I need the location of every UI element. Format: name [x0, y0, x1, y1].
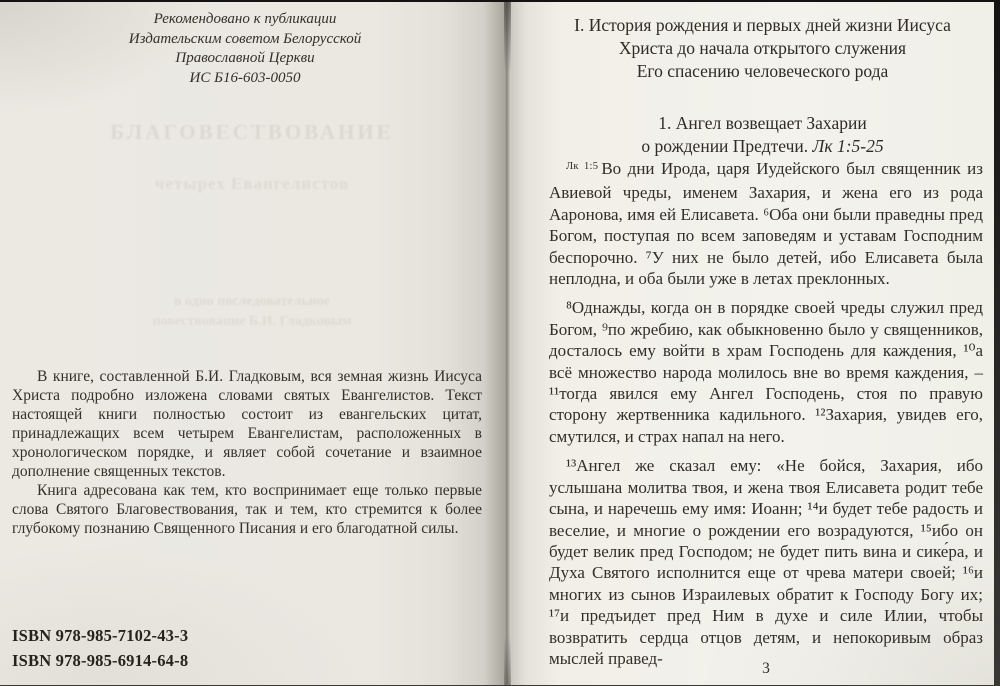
isbn-line-2: ISBN 978-985-6914-64-8	[12, 651, 189, 670]
section-heading-line	[539, 135, 986, 158]
scripture-paragraph-2: ⁸Однажды, когда он в порядке своей чреды служил пред Богом, ⁹по жребию, как обыкновенно было у священников, досталось ему войти в храм Господень для каждения, ¹⁰а всё множество народа молилось вне во время каждения, – ¹¹тогда явился ему Ангел Господень, стоя по правую сторону жертвенника кадильного. ¹²Захария, увидев его, смутился, и страх напал на него.	[549, 298, 983, 446]
page-number: 3	[762, 660, 770, 677]
left-page	[0, 2, 504, 685]
chapter-heading-line: Христа до начала открытого служения	[618, 38, 907, 58]
bleed-through-line: в одно последовательное	[173, 294, 331, 309]
chapter-heading-line: Его спасению человеческого рода	[636, 61, 889, 81]
annotation-block	[12, 367, 482, 538]
section-heading-text: о рождении Предтечи.	[641, 136, 813, 156]
isbn-block	[12, 623, 188, 673]
annotation-paragraph-2: Книга адресована как тем, кто воспринимает еще только первые слова Святого Благовествования, так и тем, кто стремится к более глубокому познанию Священного Писания и его благодатной силы.	[12, 482, 482, 537]
verse-reference: Лк 1:5	[566, 161, 599, 172]
chapter-heading-line: I. История рождения и первых дней жизни Иисуса	[574, 15, 951, 35]
isbn-line-1: ISBN 978-985-7102-43-3	[12, 626, 189, 645]
scripture-body	[549, 158, 983, 677]
scripture-paragraph-1-text: Во дни Ирода, царя Иудейского был священник из Авиевой чреды, именем Захария, и жена его из рода Ааронова, имя ей Елисавета. ⁶Оба они были праведны пред Богом, поступая по всем заповедям и уставам Господним беспорочно. ⁷У них не было детей, ибо Елисавета была неплодна, и оба были уже в летах преклонных.	[549, 159, 983, 289]
publication-note-line: Рекомендовано к публикации	[153, 11, 337, 27]
bleed-through-line: повествование Б.И. Гладковым	[152, 314, 352, 329]
annotation-paragraph-1: В книге, составленной Б.И. Гладковым, вся земная жизнь Иисуса Христа подробно изложена словами святых Евангелистов. Текст настоящей книги полностью состоит из евангельских цитат, принадлежащих всем четырем Евангелистам, расположенных в хронологическом порядке, и являет собой сочетание и взаимное дополнение священных текстов.	[12, 368, 482, 480]
bleed-through-line: БЛАГОВЕСТВОВАНИЕ	[110, 120, 394, 144]
book-spread	[0, 2, 994, 685]
section-heading	[539, 112, 986, 158]
scripture-paragraph-3: ¹³Ангел же сказал ему: «Не бойся, Захария, ибо услышана молитва твоя, и жена твоя Елисавета родит тебе сына, и наречешь ему имя: Иоанн; ¹⁴и будет тебе радость и веселие, и многие о рождении его возрадуются, ¹⁵ибо он будет велик пред Господом; не будет пить вина и сике́ра, и Духа Святого исполнится еще от чрева матери своей; ¹⁶и многих из сынов Израилевых обратит к Господу Богу их; ¹⁷и предъидет пред Ним в духе и силе Илии, чтобы возвратить сердца отцов детям, и непокоривым образ мыслей правед-	[549, 456, 983, 668]
publication-note-line: Православной Церкви	[175, 50, 315, 66]
bleed-through-line: четырех Евангелистов	[154, 174, 350, 193]
publication-note	[30, 10, 460, 88]
scripture-paragraph-1	[549, 158, 983, 289]
section-heading-line: 1. Ангел возвещает Захарии	[658, 113, 867, 133]
book-gutter	[504, 2, 511, 685]
scripture-reference: Лк 1:5-25	[812, 136, 884, 156]
chapter-heading	[539, 14, 986, 83]
publication-note-line: Издательским советом Белорусской	[128, 30, 362, 47]
publication-note-line: ИС Б16-603-0050	[189, 69, 301, 86]
right-page	[511, 2, 994, 685]
